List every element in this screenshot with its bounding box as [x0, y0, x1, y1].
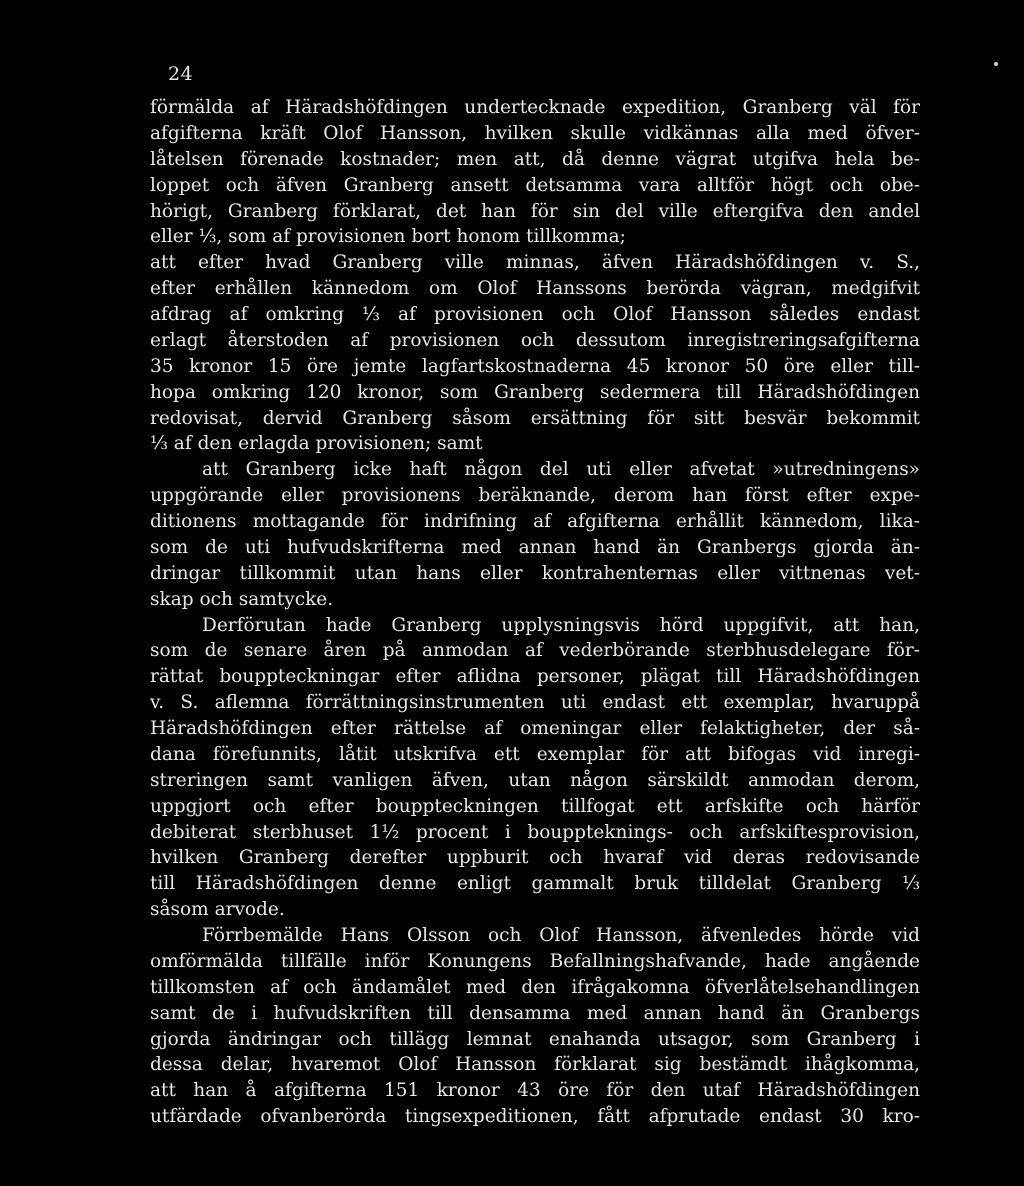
text-line: som de senare åren på anmodan af vederbörande sterbhusdelegare för-	[150, 640, 920, 662]
text-line: redovisat, dervid Granberg såsom ersättning för sitt besvär bekommit	[150, 407, 920, 429]
scan-speck	[994, 62, 998, 66]
text-line: ditionens mottagande för indrifning af afgifterna erhållit kännedom, lika-	[150, 511, 920, 532]
text-line: dana förefunnits, låtit utskrifva ett exemplar för att bifogas vid inregi-	[150, 743, 920, 765]
text-line: dessa delar, hvaremot Olof Hansson förklarat sig bestämdt ihågkomma,	[150, 1054, 920, 1076]
text-line: Derförutan hade Granberg upplysningsvis hörd uppgifvit, att han,	[202, 614, 920, 636]
text-line: samt de i hufvudskriften till densamma med annan hand än Granbergs	[150, 1002, 920, 1024]
text-line: skap och samtycke.	[150, 588, 334, 610]
text-line: uppgörande eller provisionens beräknande, derom han först efter expe-	[150, 485, 920, 507]
text-line: hörigt, Granberg förklarat, det han för sin del ville eftergifva den andel	[150, 200, 920, 222]
text-line: Häradshöfdingen efter rättelse af omeningar eller felaktigheter, der så-	[150, 718, 920, 739]
text-line: 35 kronor 15 öre jemte lagfartskostnaderna 45 kronor 50 öre eller till-	[150, 355, 920, 377]
text-line: debiterat sterbhuset 1½ procent i bouppteknings- och arfskiftesprovision,	[150, 821, 920, 843]
text-line: till Häradshöfdingen denne enligt gammalt bruk tilldelat Granberg ⅓	[150, 873, 920, 895]
text-line: dringar tillkommit utan hans eller kontrahenternas eller vittnenas vet-	[150, 562, 920, 584]
text-line: hopa omkring 120 kronor, som Granberg sedermera till Häradshöfdingen	[150, 381, 920, 403]
text-line: eller ⅓, som af provisionen bort honom tillkomma;	[150, 226, 626, 248]
text-line: såsom arvode.	[150, 899, 285, 921]
text-line: omförmälda tillfälle inför Konungens Befallningshafvande, hade angående	[150, 950, 920, 972]
text-line: tillkomsten af och ändamålet med den ifrågakomna öfverlåtelsehandlingen	[150, 976, 920, 998]
text-line: loppet och äfven Granberg ansett detsamma vara alltför högt och obe-	[150, 174, 920, 196]
text-line: hvilken Granberg derefter uppburit och hvaraf vid deras redovisande	[150, 847, 920, 869]
text-line: v. S. aflemna förrättningsinstrumenten uti endast ett exemplar, hvaruppå	[150, 692, 920, 714]
text-line: förmälda af Häradshöfdingen undertecknade expedition, Granberg väl för	[150, 97, 920, 118]
text-line: uppgjort och efter bouppteckningen tillfogat ett arfskifte och härför	[150, 795, 920, 817]
text-line: utfärdade ofvanberörda tingsexpeditionen, fått afprutade endast 30 kro-	[150, 1106, 920, 1128]
text-line: att han å afgifterna 151 kronor 43 öre för den utaf Häradshöfdingen	[150, 1080, 920, 1102]
text-line: efter erhållen kännedom om Olof Hanssons berörda vägran, medgifvit	[150, 278, 920, 300]
body-text	[150, 95, 920, 1130]
text-line: afgifterna kräft Olof Hansson, hvilken skulle vidkännas alla med öfver-	[150, 122, 920, 144]
text-line: ⅓ af den erlagda provisionen; samt	[150, 433, 483, 455]
text-line: låtelsen förenade kostnader; men att, då denne vägrat utgifva hela be-	[150, 148, 920, 170]
text-line: Förrbemälde Hans Olsson och Olof Hansson, äfvenledes hörde vid	[202, 925, 920, 946]
page-number: 24	[168, 63, 194, 85]
text-line: streringen samt vanligen äfven, utan någon särskildt anmodan derom,	[150, 769, 920, 791]
text-line: rättat bouppteckningar efter aflidna personer, plägat till Häradshöfdingen	[150, 666, 920, 688]
text-line: gjorda ändringar och tillägg lemnat enahanda utsagor, som Granberg i	[150, 1028, 920, 1050]
text-line: som de uti hufvudskrifterna med annan hand än Granbergs gjorda än-	[150, 536, 920, 558]
text-line: att efter hvad Granberg ville minnas, äfven Häradshöfdingen v. S.,	[150, 252, 920, 274]
text-line: erlagt återstoden af provisionen och dessutom inregistreringsafgifterna	[150, 329, 920, 351]
text-line: att Granberg icke haft någon del uti eller afvetat »utredningens»	[202, 459, 920, 481]
text-line: afdrag af omkring ⅓ af provisionen och Olof Hansson således endast	[150, 304, 920, 325]
